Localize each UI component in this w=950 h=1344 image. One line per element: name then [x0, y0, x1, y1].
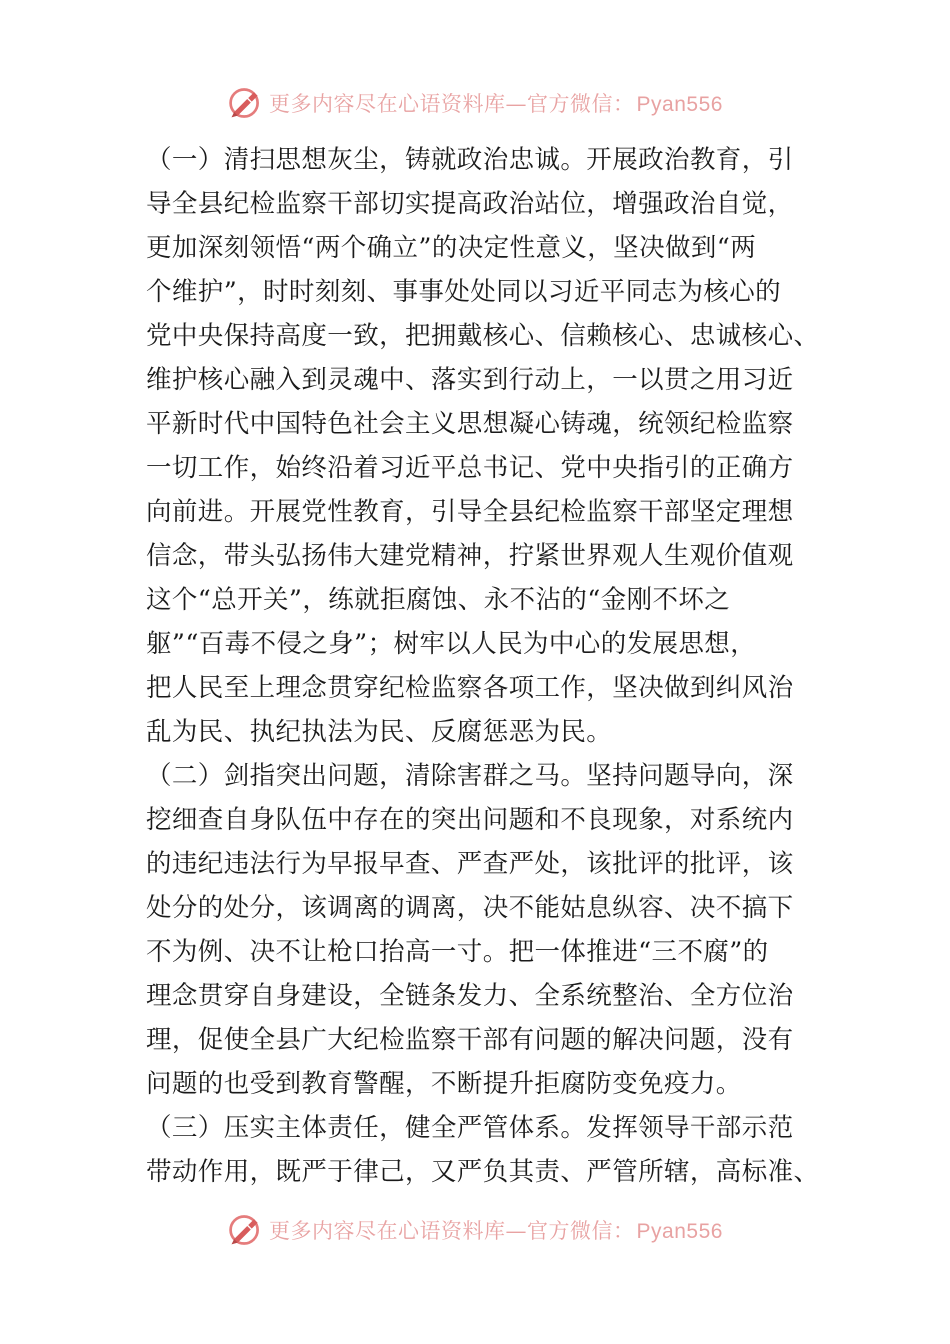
- text-line: 挖细查自身队伍中存在的突出问题和不良现象，对系统内: [146, 805, 794, 835]
- pen-logo-icon: [227, 1212, 263, 1248]
- paragraph-1: [146, 138, 820, 754]
- text-line: 问题的也受到教育警醒，不断提升拒腐防变免疫力。: [146, 1069, 742, 1099]
- header-watermark: [0, 83, 950, 123]
- text-line: 个维护”，时时刻刻、事事处处同以习近平同志为核心的: [146, 277, 782, 307]
- text-line: 党中央保持高度一致，把拥戴核心、信赖核心、忠诚核心、: [146, 321, 820, 351]
- text-line: 信念，带头弘扬伟大建党精神，拧紧世界观人生观价值观: [146, 541, 794, 571]
- paragraph-2: [146, 754, 806, 1106]
- text-line: （三）压实主体责任，健全严管体系。发挥领导干部示范: [146, 1113, 794, 1143]
- text-line: 不为例、决不让枪口抬高一寸。把一体推进“三不腐”的: [146, 937, 769, 967]
- text-line: 平新时代中国特色社会主义思想凝心铸魂，统领纪检监察: [146, 409, 794, 439]
- text-line: 乱为民、执纪执法为民、反腐惩恶为民。: [146, 717, 613, 747]
- text-line: 导全县纪检监察干部切实提高政治站位，增强政治自觉，: [146, 189, 794, 219]
- text-line: 处分的处分，该调离的调离，决不能姑息纵容、决不搞下: [146, 893, 794, 923]
- watermark-text: 更多内容尽在心语资料库—官方微信：Pyan556: [269, 92, 723, 116]
- text-line: 一切工作，始终沿着习近平总书记、党中央指引的正确方: [146, 453, 794, 483]
- text-line: （二）剑指突出问题，清除害群之马。坚持问题导向，深: [146, 761, 794, 791]
- text-line: 的违纪违法行为早报早查、严查严处，该批评的批评，该: [146, 849, 794, 879]
- text-line: 带动作用，既严于律己，又严负其责、严管所辖，高标准、: [146, 1157, 820, 1187]
- text-line: 这个“总开关”，练就拒腐蚀、永不沾的“金刚不坏之: [146, 585, 731, 615]
- text-line: 躯”“百毒不侵之身”；树牢以人民为中心的发展思想，: [146, 629, 757, 659]
- document-body: [146, 138, 820, 1194]
- text-line: 理，促使全县广大纪检监察干部有问题的解决问题，没有: [146, 1025, 794, 1055]
- text-line: 向前进。开展党性教育，引导全县纪检监察干部坚定理想: [146, 497, 794, 527]
- pen-logo-icon: [227, 85, 263, 121]
- text-line: （一）清扫思想灰尘，铸就政治忠诚。开展政治教育，引: [146, 145, 794, 175]
- paragraph-3: [146, 1106, 820, 1194]
- footer-watermark: [0, 1210, 950, 1250]
- text-line: 维护核心融入到灵魂中、落实到行动上，一以贯之用习近: [146, 365, 794, 395]
- text-line: 更加深刻领悟“两个确立”的决定性意义，坚决做到“两: [146, 233, 757, 263]
- text-line: 把人民至上理念贯穿纪检监察各项工作，坚决做到纠风治: [146, 673, 794, 703]
- text-line: 理念贯穿自身建设，全链条发力、全系统整治、全方位治: [146, 981, 794, 1011]
- watermark-text: 更多内容尽在心语资料库—官方微信：Pyan556: [269, 1219, 723, 1243]
